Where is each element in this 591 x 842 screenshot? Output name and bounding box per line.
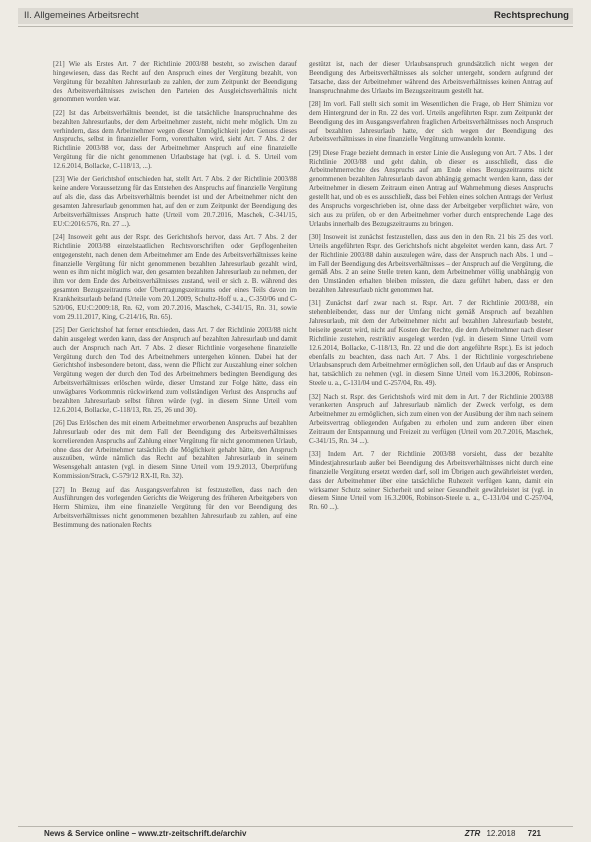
paragraph: [33] Indem Art. 7 der Richtlinie 2003/88 vorsieht, dass der bezahlte Mindestjahresurlaub außer bei Beendigung des Arbeitsverhältnisses nicht durch eine finanzielle Vergütung ersetzt werden darf, soll im Übrigen auch gewährleistet werden, dass der Arbeitnehmer über eine tatsächliche Ruhezeit verfügen kann, damit ein wirksamer Schutz seiner Sicherheit und seiner Gesundheit gewährleistet ist (vgl. in diesem Sinne Urteil vom 16.3.2006, Robinson-Steele u. a., C-131/04 und C-257/04, Rn. 60 ...). xyxy=(309,450,553,512)
paragraph: [27] In Bezug auf das Ausgangsverfahren ist festzustellen, dass nach den Ausführungen des vorlegenden Gerichts die Weigerung des früheren Arbeitgebers von Herrn Shimizu, ihm eine finanzielle Vergütung für den vor Beendigung des Arbeitsverhältnisses nicht genommenen bezahlten Jahresurlaub zu zahlen, auf eine Bestimmung des nationalen Rechts xyxy=(53,485,297,529)
footer-archive-link[interactable]: www.ztr-zeitschrift.de/archiv xyxy=(138,829,247,838)
journal-logo: ZTR xyxy=(464,829,481,838)
paragraph: [24] Insoweit geht aus der Rspr. des Gerichtshofs hervor, dass Art. 7 Abs. 2 der Richtlinie 2003/88 einzelstaatlichen Rechtsvorschriften oder Gepflogenheiten entgegensteht, nach denen dem Arbeitnehmer am Ende des Arbeitsverhältnisses keine finanzielle Vergütung für nicht genommenen bezahlten Jahresurlaub gezahlt wird, wenn es ihm nicht möglich war, den gesamten bezahlten Jahresurlaub zu nehmen, der ihm vor dem Ende des Arbeitsverhältnisses zustand, weil er sich z. B. während des gesamten Bezugszeitraums oder Übertragungszeitraums oder eines Teils davon im Krankheitsurlaub befand (Urteile vom 20.1.2009, Schultz-Hoff u. a., C-350/06 und C-520/06, EU:C:2009:18, Rn. 62, vom 20.7.2016, Maschek, C-341/15, Rn. 31, sowie vom 29.11.2017, King, C-214/16, Rn. 65). xyxy=(53,232,297,321)
paragraph: [32] Nach st. Rspr. des Gerichtshofs wird mit dem in Art. 7 der Richtlinie 2003/88 verankerten Anspruch auf Jahresurlaub nämlich der Zweck verfolgt, es dem Arbeitnehmer zu ermöglichen, sich zum einen von der Ausübung der ihm nach seinem Arbeitsvertrag obliegenden Aufgaben zu erholen und zum anderen über einen Zeitraum der Entspannung und Freizeit zu verfügen (Urteil vom 20.7.2016, Maschek, C-341/15, Rn. 34 ...). xyxy=(309,392,553,445)
paragraph: [29] Diese Frage bezieht demnach in erster Linie die Auslegung von Art. 7 Abs. 1 der Richtlinie 2003/88 und geht dahin, ob dieser es ausschließt, dass die Arbeitnehmerrechte des Anspruchs auf am Ende eines Bezugszeitraums nicht genommenen bezahlten Jahresurlaub davon abhängig gemacht werden kann, dass der Arbeitnehmer in diesem Zeitraum einen Antrag auf Wahrnehmung dieses Anspruchs gestellt hat, und ob es es ausschließt, dass bei Fehlen eines solchen Antrags der Verlust des Anspruchs vorgeschrieben ist, ohne dass der Arbeitgeber verpflichtet wäre, von sich aus zu prüfen, ob er den Arbeitnehmer vorher durch entsprechende Lage des Urlaubs innerhalb des Bezugszeitraums zu bringen. xyxy=(309,148,553,228)
footer-issue-info xyxy=(465,829,541,838)
issue-number: 12.2018 xyxy=(486,829,516,838)
paragraph: [31] Zunächst darf zwar nach st. Rspr. Art. 7 der Richtlinie 2003/88, ein stehenbleibender, dass nur der Umfang nicht gemäß Anspruch auf bezahlten Jahresurlaub, mit dem der Arbeitnehmer nicht auf bezahlten Jahresurlaub besteht, beiseite gesetzt wird, nicht auf Kosten der Rechte, die dem Arbeitnehmer nach dieser Richtlinie zustehen, restriktiv ausgelegt werden (vgl. in diesem Sinne Urteil vom 12.6.2014, Bollacke, C-118/13, Rn. 22 und die dort angeführte Rspr.). Es ist jedoch ebenfalls zu beachten, dass nach Art. 7 Abs. 1 der Richtlinie vorgeschriebene Urlaubsanspruch dem Arbeitnehmer ermöglichen soll, den Urlaub auf das er Anspruch hat, tatsächlich zu nehmen (vgl. in diesem Sinne Urteil vom 16.3.2006, Robinson-Steele u. a., C-131/04 und C-257/04, Rn. 49). xyxy=(309,299,553,388)
page-number: 721 xyxy=(527,829,541,838)
paragraph: [23] Wie der Gerichtshof entschieden hat, stellt Art. 7 Abs. 2 der Richtlinie 2003/88 keine andere Voraussetzung für das Entstehen des Anspruchs auf finanzielle Vergütung auf als die, dass das Arbeitsverhältnis beendet ist und der Arbeitnehmer nicht den gesamten Jahresurlaub genommen hat, auf den er zum Zeitpunkt der Beendigung des Arbeitsverhältnisses Anspruch hatte (Urteil vom 20.7.2016, Maschek, C-341/15, EU:C:2016:576, Rn. 27 ...). xyxy=(53,175,297,228)
paragraph: gestützt ist, nach der dieser Urlaubsanspruch grundsätzlich nicht wegen der Beendigung des Arbeitsverhältnisses als solcher untergeht, sondern aufgrund der Tatsache, dass der Arbeitnehmer während des Arbeitsverhältnisses keinen Antrag auf Inanspruchnahme des Urlaubs im Bezugszeitraum gestellt hat. xyxy=(309,60,553,95)
running-header-title: II. Allgemeines Arbeitsrecht xyxy=(24,10,139,21)
footer-archive-note xyxy=(44,829,246,838)
paragraph: [30] Insoweit ist zunächst festzustellen, dass aus den in den Rn. 21 bis 25 des vorl. Urteils angeführten Rspr. des Gerichtshofs nicht abgeleitet werden kann, dass Art. 7 der Richtlinie 2003/88 dahin auszulegen wäre, dass der Anspruch nach Abs. 1 und – im Fall der Beendigung des Arbeitsverhältnisses – der Anspruch auf die Vergütung, die gemäß Abs. 2 an seine Stelle treten kann, dem Arbeitnehmer völlig unabhängig von den Umständen erhalten bleiben müssten, die dazu geführt haben, dass er den bezahlten Jahresurlaub nicht genommen hat. xyxy=(309,232,553,295)
paragraph: [28] Im vorl. Fall stellt sich somit im Wesentlichen die Frage, ob Herr Shimizu vor dem Hintergrund der in Rn. 22 des vorl. Urteils angeführten Rspr. zum Zeitpunkt der Beendigung des im Ausgangsverfahren fraglichen Arbeitsverhältnisses noch Anspruch auf bezahlten Jahresurlaub hatte, der sich wegen der Beendigung des Arbeitsverhältnisses in eine finanzielle Vergütung umwandeln konnte. xyxy=(309,99,553,144)
header-rule xyxy=(18,26,573,27)
paragraph: [22] Ist das Arbeitsverhältnis beendet, ist die tatsächliche Inanspruchnahme des bezahlten Jahresurlaubs, der dem Arbeitnehmer zusteht, nicht mehr möglich. Um zu verhindern, dass dem Arbeitnehmer wegen dieser Unmöglichkeit jeder Genuss dieses Anspruchs, selbst in finanzieller Form, vorenthalten wird, sieht Art. 7 Abs. 2 der Richtlinie 2003/88 vor, dass der Arbeitnehmer Anspruch auf eine finanzielle Vergütung für die nicht genommenen Urlaubstage hat (vgl. i. d. S. Urteil vom 12.6.2014, Bollacke, C-118/13, ...). xyxy=(53,108,297,170)
running-header-section: Rechtsprechung xyxy=(494,10,569,21)
footer-prefix: News & Service online – xyxy=(44,829,137,838)
paragraph: [25] Der Gerichtshof hat ferner entschieden, dass Art. 7 der Richtlinie 2003/88 nicht dahin ausgelegt werden kann, dass der Anspruch auf bezahlten Jahresurlaub und damit auch der Anspruch nach Art. 7 Abs. 2 dieser Richtlinie vorgesehene finanzielle Vergütung durch den Tod des Arbeitnehmers untergehen können. Dabei hat der Gerichtshof insbesondere betont, dass, wenn die Pflicht zur Auszahlung einer solchen Vergütung wegen der durch den Tod des Arbeitnehmers bedingten Beendigung des Arbeitsverhältnisses erlöschen würde, dieser Umstand zur Folge hätte, dass ein unwägbares Vorkommnis rückwirkend zum vollständigen Verlust des Anspruchs auf bezahlten Jahresurlaub selbst führen würde (vgl. in diesem Sinne Urteil vom 12.6.2014, Bollacke, C-118/13, Rn. 25, 26 und 30). xyxy=(53,326,297,414)
footer-rule xyxy=(18,826,573,827)
paragraph: [21] Wie als Erstes Art. 7 der Richtlinie 2003/88 besteht, so zwischen darauf hingewiesen, dass das Recht auf den Anspruch eines der Vergütung bezahlt, von Vergütung für bezahlten Jahresurlaub zu zahlen, der zum Zeitpunkt der Beendigung des Arbeitsverhältnisses zwischen den Parteien des Ausgleichsverhältnis nicht genommen worden war. xyxy=(53,60,297,104)
left-column xyxy=(53,60,297,810)
right-column xyxy=(309,60,553,810)
paragraph: [26] Das Erlöschen des mit einem Arbeitnehmer erworbenen Anspruchs auf bezahlten Jahresurlaub oder des mit dem Fall der Beendigung des Arbeitsverhältnisses korrelierenden Anspruchs auf Zahlung einer Vergütung für nicht genommenen Urlaub, ohne dass der Arbeitnehmer tatsächlich die Möglichkeit gehabt hätte, den Anspruch auszuüben, würde nämlich das Recht auf bezahlten Jahresurlaub in seinem Wesensgehalt antasten (vgl. in diesem Sinne Urteil vom 19.9.2013, Überprüfung Kommission/Strack, C-579/12 RX-II, Rn. 32). xyxy=(53,419,297,481)
